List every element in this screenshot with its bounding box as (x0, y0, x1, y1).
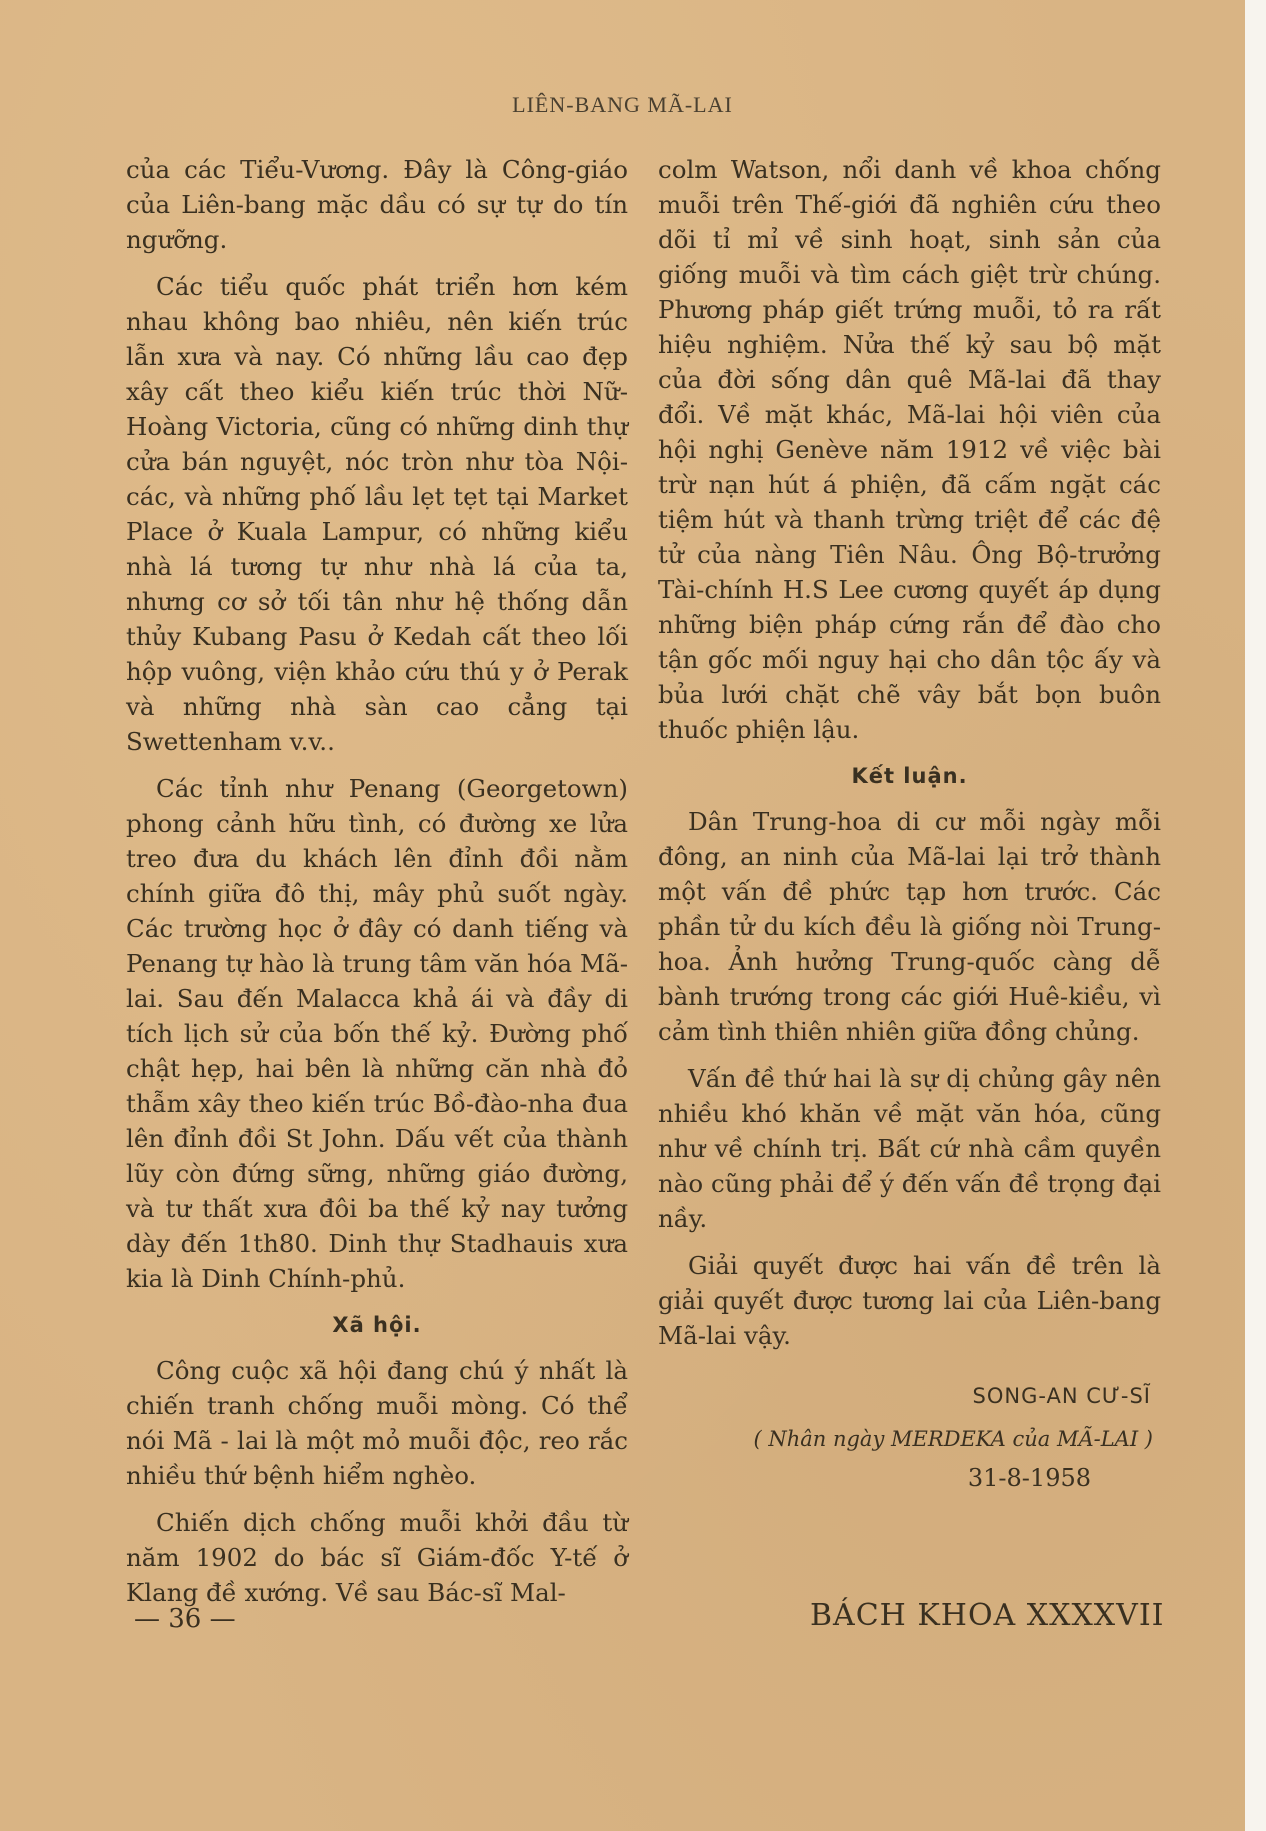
paragraph: Các tiểu quốc phát triển hơn kém nhau không bao nhiêu, nên kiến trúc lẫn xưa và nay. Có những lầu cao đẹp xây cất theo kiểu kiến trúc thời Nữ-Hoàng Victoria, cũng có những dinh thự cửa bán nguyệt, nóc tròn như tòa Nội-các, và những phố lầu lẹt tẹt tại Market Place ở Kuala Lampur, có những kiểu nhà lá tương tự như nhà lá của ta, nhưng cơ sở tối tân như hệ thống dẫn thủy Kubang Pasu ở Kedah cất theo lối hộp vuông, viện khảo cứu thú y ở Perak và những nhà sàn cao cẳng tại Swettenham v.v.. (126, 272, 628, 756)
paragraph: Dân Trung-hoa di cư mỗi ngày mỗi đông, an ninh của Mã-lai lại trở thành một vấn đề phức tạp hơn trước. Các phần tử du kích đều là giống nòi Trung-hoa. Ảnh hưởng Trung-quốc càng dễ bành trướng trong các giới Huê-kiều, vì cảm tình thiên nhiên giữa đồng chủng. (658, 807, 1161, 1046)
scan-margin (1245, 0, 1266, 1831)
running-head: LIÊN-BANG MÃ-LAI (512, 92, 733, 117)
paragraph: Các tỉnh như Penang (Georgetown) phong cảnh hữu tình, có đường xe lửa treo đưa du khách lên đỉnh đồi nằm chính giữa đô thị, mây phủ suốt ngày. Các trường học ở đây có danh tiếng và Penang tự hào là trung tâm văn hóa Mã-lai. Sau đến Malacca khả ái và đầy di tích lịch sử của bốn thế kỷ. Đường phố chật hẹp, hai bên là những căn nhà đỏ thẫm xây theo kiến trúc Bồ-đào-nha đua lên đỉnh đồi St John. Dấu vết của thành lũy còn đứng sững, những giáo đường, và tư thất xưa đôi ba thế kỷ nay tưởng dày đến 1th80. Dinh thự Stadhauis xưa kia là Dinh Chính-phủ. (126, 774, 628, 1293)
article-date: 31-8-1958 (967, 1464, 1091, 1492)
left-column (126, 152, 628, 1622)
author-signature: SONG-AN CƯ-SĨ (972, 1384, 1151, 1408)
paragraph: Công cuộc xã hội đang chú ý nhất là chiến tranh chống muỗi mòng. Có thể nói Mã - lai là một mỏ muỗi độc, reo rắc nhiều thứ bệnh hiểm nghèo. (126, 1356, 628, 1490)
section-heading-society: Xã hội. (332, 1313, 422, 1337)
right-column (658, 152, 1161, 1496)
paragraph: Chiến dịch chống muỗi khởi đầu từ năm 1902 do bác sĩ Giám-đốc Y-tế ở Klang đề xướng. Về sau Bác-sĩ Mal- (126, 1508, 628, 1607)
publication-name: BÁCH KHOA XXXXVII (810, 1598, 1165, 1633)
section-heading-conclusion: Kết luận. (851, 764, 968, 788)
paragraph: của các Tiểu-Vương. Đây là Công-giáo của Liên-bang mặc dầu có sự tự do tín ngưỡng. (126, 155, 628, 254)
paragraph: Vấn đề thứ hai là sự dị chủng gây nên nhiều khó khăn về mặt văn hóa, cũng như về chính trị. Bất cứ nhà cầm quyền nào cũng phải để ý đến vấn đề trọng đại nầy. (658, 1064, 1161, 1233)
page-number: — 36 — (134, 1604, 236, 1634)
paragraph: colm Watson, nổi danh về khoa chống muỗi trên Thế-giới đã nghiên cứu theo dõi tỉ mỉ về sinh hoạt, sinh sản của giống muỗi và tìm cách giệt trừ chúng. Phương pháp giết trứng muỗi, tỏ ra rất hiệu nghiệm. Nửa thế kỷ sau bộ mặt của đời sống dân quê Mã-lai đã thay đổi. Về mặt khác, Mã-lai hội viên của hội nghị Genève năm 1912 về việc bài trừ nạn hút á phiện, đã cấm ngặt các tiệm hút và thanh trừng triệt để các đệ tử của nàng Tiên Nâu. Ông Bộ-trưởng Tài-chính H.S Lee cương quyết áp dụng những biện pháp cứng rắn để đào cho tận gốc mối nguy hại cho dân tộc ấy và bủa lưới chặt chẽ vây bắt bọn buôn thuốc phiện lậu. (658, 155, 1161, 744)
occasion-note: ( Nhân ngày MERDEKA của MÃ-LAI ) (753, 1427, 1153, 1451)
paragraph: Giải quyết được hai vấn đề trên là giải quyết được tương lai của Liên-bang Mã-lai vậy. (658, 1251, 1161, 1350)
